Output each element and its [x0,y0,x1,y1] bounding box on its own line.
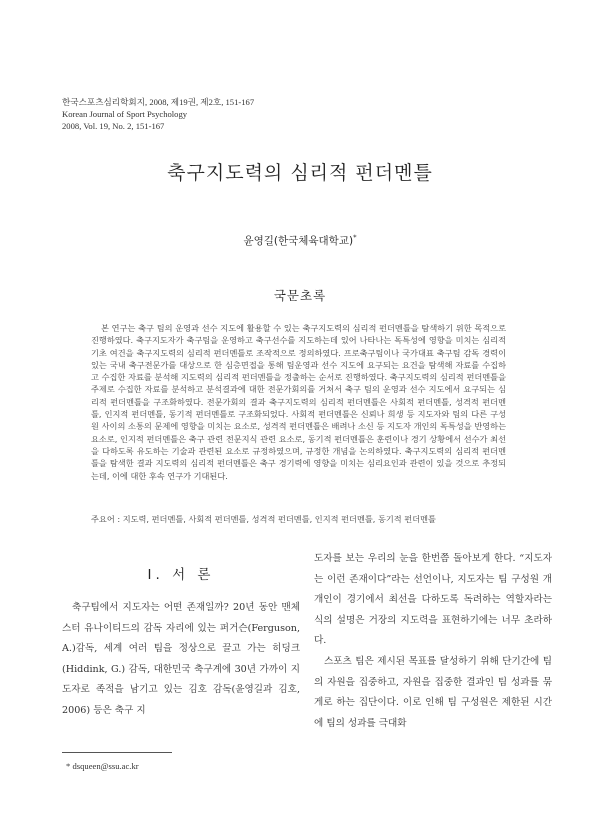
footnote-divider [62,752,172,753]
footnote [66,761,139,771]
journal-citation-english: 2008, Vol. 19, No. 2, 151-167 [62,121,165,131]
left-column [62,598,300,722]
abstract-body [91,322,506,482]
footnote-email: dsqueen@ssu.ac.kr [72,761,139,771]
keywords: 주요어 : 지도력, 펀더멘틀, 사회적 펀더멘틀, 성격적 펀더멘틀, 인지적 펀더멘틀, 동기적 펀더멘틀 [91,514,436,524]
right-paragraph-1: 도자를 보는 우리의 눈을 한번쯤 돌아보게 한다. “지도자는 이런 존재이다”라는 선언이나, 지도자는 팀 구성원 개개인이 경기에서 최선을 다하도록 독려하는 역할자라는 식의 설명은 거장의 지도력을 표현하기에는 너무 초라하다. [314,553,552,647]
journal-header [62,96,254,132]
abstract-text: 본 연구는 축구 팀의 운영과 선수 지도에 활용할 수 있는 축구지도력의 심리적 펀더멘틀을 탐색하기 위한 목적으로 진행하였다. 축구지도자가 축구팀을 운영하고 축구선수를 지도하는데 있어 나타나는 독특성에 영향을 미치는 심리적 기초 여건을 축구지도력의 심리적 펀더멘틀로 조작적으로 정의하였다. 프로축구팀이나 국가대표 축구팀 감독 경력이 있는 국내 축구전문가를 대상으로 한 심층면접을 통해 팀운영과 선수 지도에 요구되는 요건을 탐색해 자료를 수집하고 수집한 자료를 분석해 지도력의 심리적 펀더멘틀을 정출하는 순서로 진행하였다. 축구지도력의 심리적 펀더멘틀을 주제로 수집한 자료를 분석하고 분석결과에 대한 전문가회의를 거쳐서 축구 팀의 운영과 선수 지도에서 요구되는 심리적 펀더멘틀을 구조화하였다. 전문가회의 결과 축구지도력의 심리적 펀더멘틀은 사회적 펀더멘틀, 성격적 펀더멘틀, 인지적 펀더멘틀, 동기적 펀더멘틀로 구조화되었다. 사회적 펀더멘틀은 신뢰나 희생 등 지도자와 팀의 다른 구성원 사이의 소통의 문제에 영향을 미치는 요소로, 성격적 펀더멘틀은 배려나 소신 등 지도자 개인의 독특성을 반영하는 요소로, 인지적 펀더멘틀은 축구 관련 전문지식 관련 요소로, 동기적 펀더멘틀은 훈련이나 경기 상황에서 선수가 최선을 다하도록 유도하는 기술과 관련된 요소로 규정하였으며, 규정한 개념을 논의하였다. 축구지도력의 심리적 펀더멘틀을 탐색한 결과 지도력의 심리적 펀더멘틀은 축구 경기력에 영향을 미치는 심리요인과 관련이 있을 것으로 추정되는데, 이에 대한 후속 연구가 기대된다. [91,323,506,481]
author-name: 윤영길(한국체육대학교) [243,235,354,247]
journal-name-english: Korean Journal of Sport Psychology [62,109,188,119]
author-footnote-mark: * [353,233,357,242]
section-heading-introduction: Ⅰ. 서 론 [147,567,215,583]
left-paragraph-1: 축구팀에서 지도자는 어떤 존재일까? 20년 동안 맨체스터 유나이티드의 감독 자리에 있는 퍼거슨(Ferguson, A.)감독, 세계 여러 팀을 정상으로 끌고 가는 히딩크(Hiddink, G.) 감독, 대한민국 축구계에 30년 가까이 지도자로 족적을 남기고 있는 김호 감독(윤영길과 김호, 2006) 등은 축구 지 [62,602,300,716]
abstract-heading: 국문초록 [273,288,327,303]
paper-title: 축구지도력의 심리적 펀더멘틀 [167,162,433,184]
right-paragraph-2: 스포츠 팀은 제시된 목표를 달성하기 위해 단기간에 팀의 자원을 집중하고, 자원을 집중한 결과인 팀 성과를 묶게로 하는 집단이다. 이로 인해 팀 구성원은 제한된 시간에 팀의 성과를 극대화 [314,655,552,729]
right-column [314,549,552,734]
footnote-mark: * [66,761,71,771]
journal-citation-korean: 한국스포츠심리학회지, 2008, 제19권, 제2호, 151-167 [62,97,255,107]
author-line [0,233,600,248]
